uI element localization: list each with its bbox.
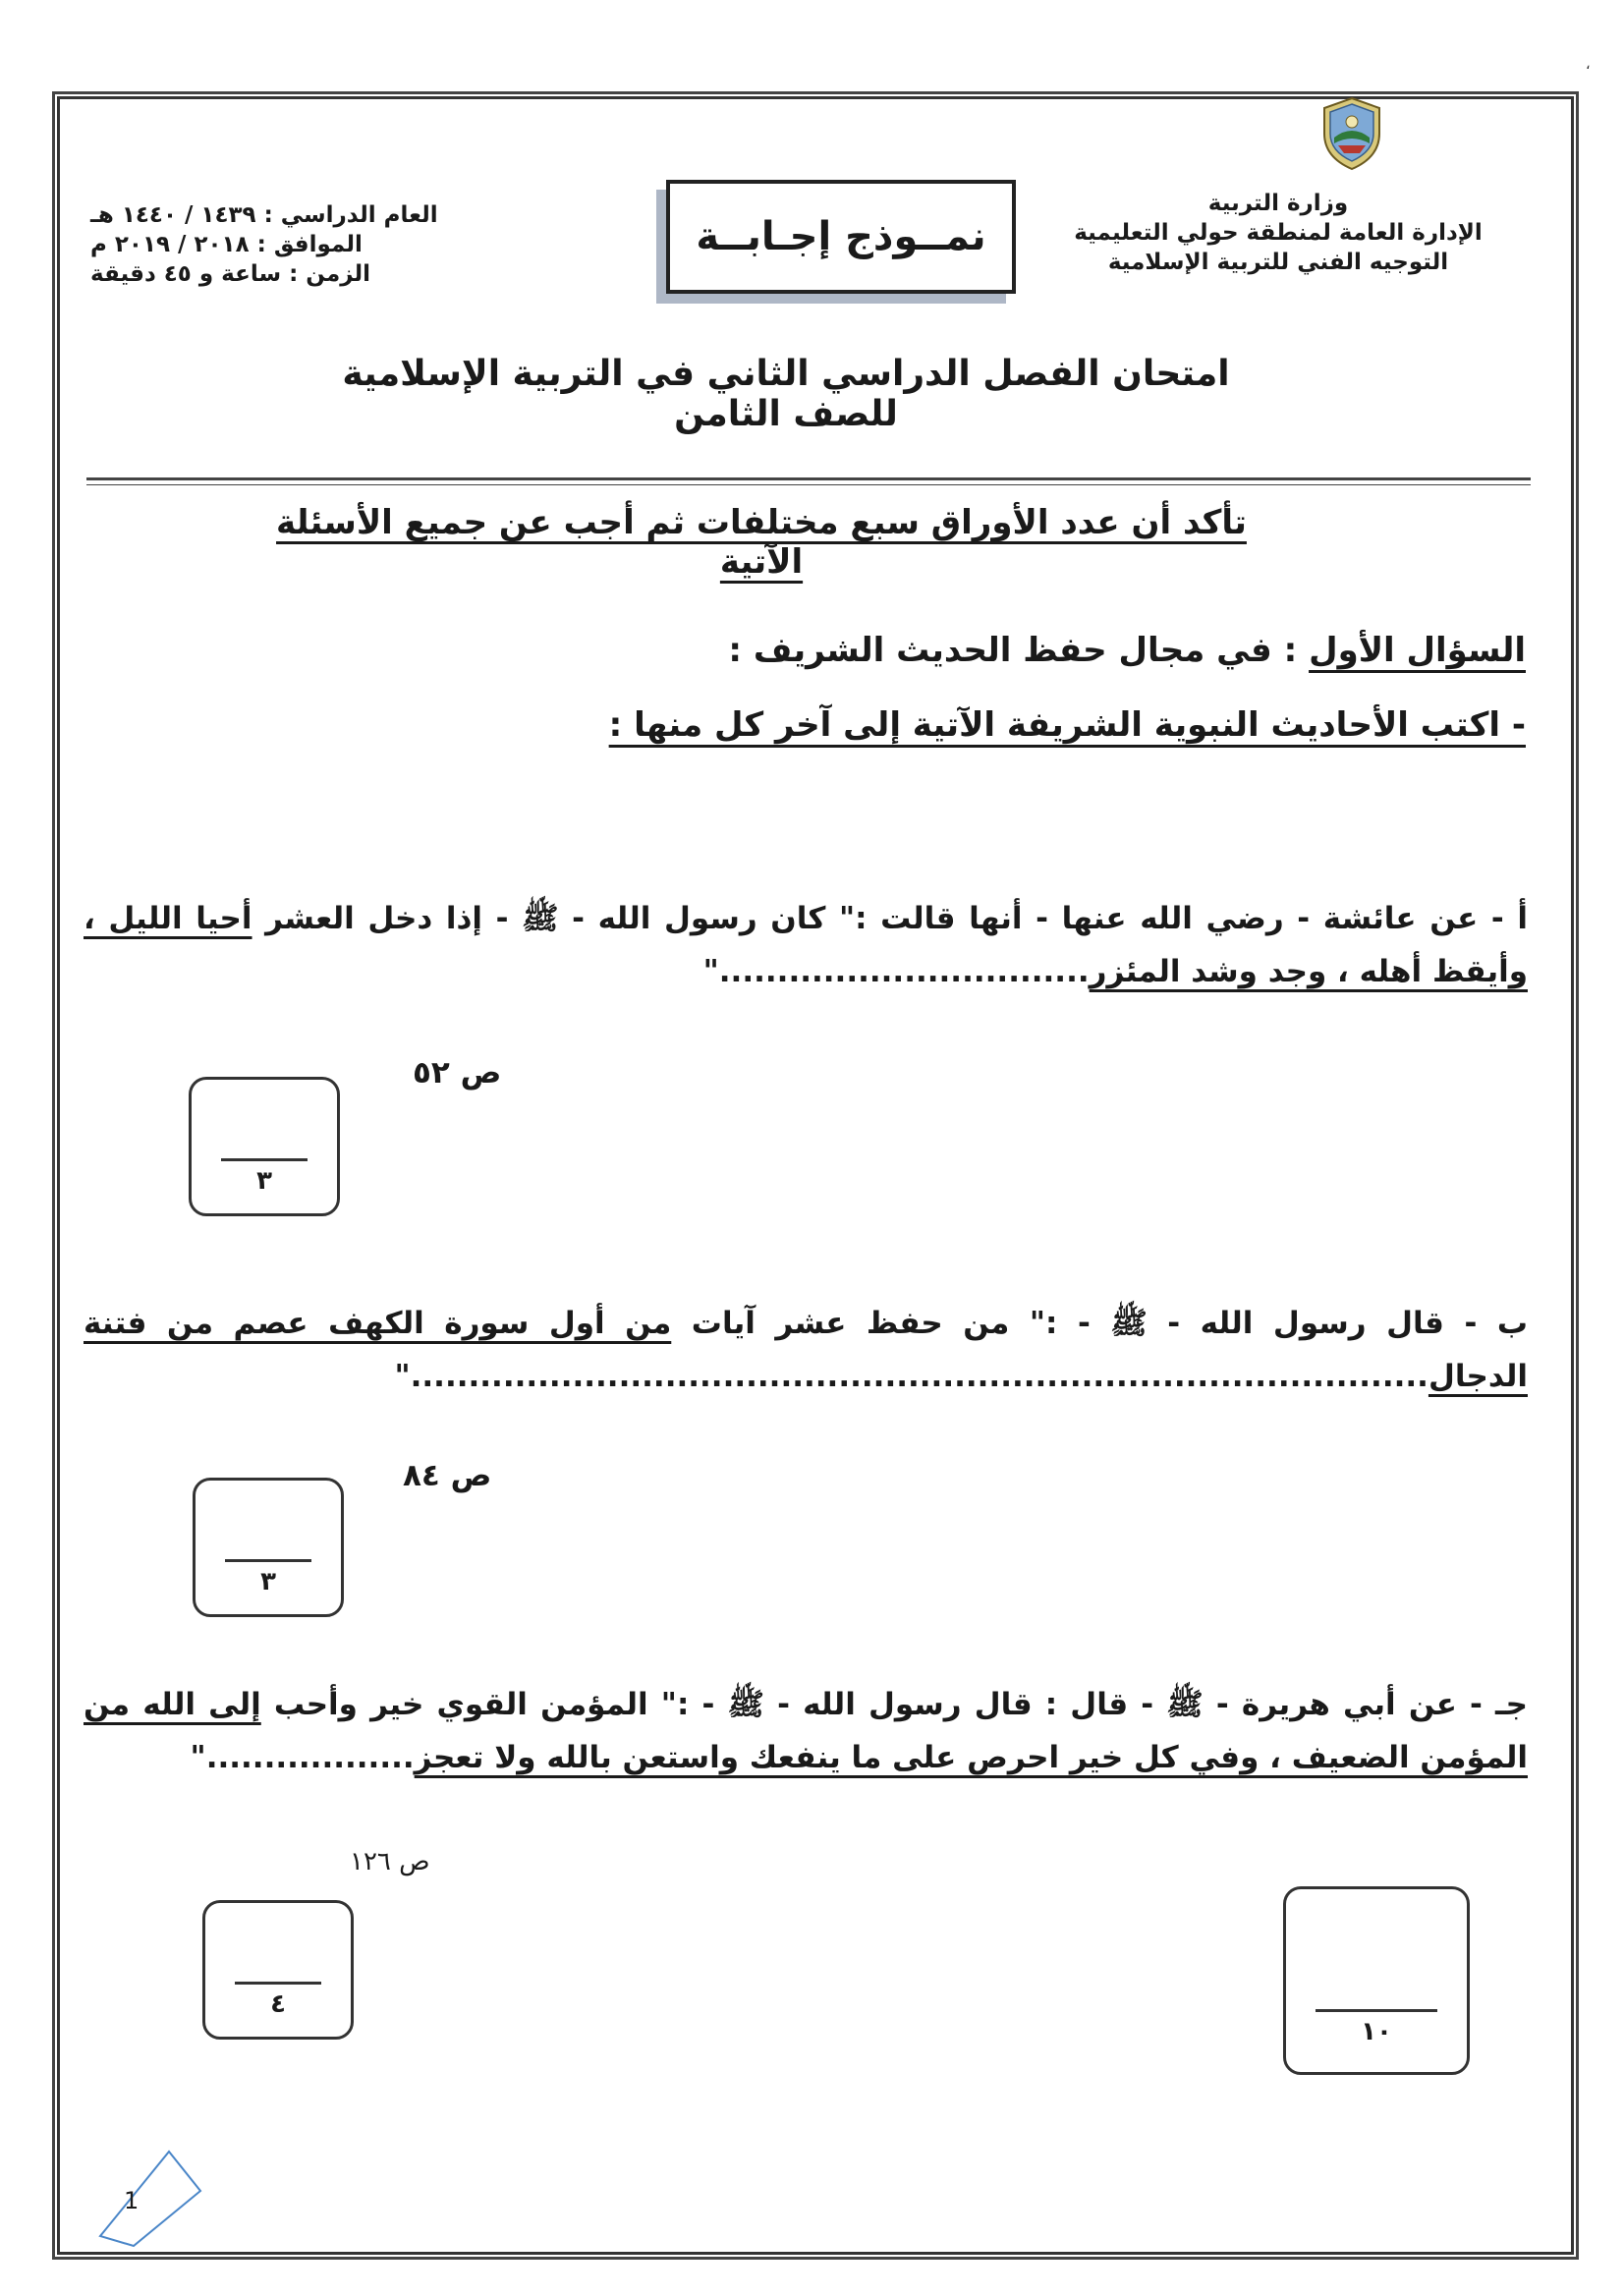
hadith-c-prompt: جـ - عن أبي هريرة - ﷺ - قال : قال رسول الله - ﷺ - :" المؤمن القوي خير وأحب [260,1687,1528,1722]
score-a: ٣ [256,1166,272,1196]
hadith-b-dots: ........................................................................................ [410,1359,1428,1394]
hadith-a-answer: أحيا الليل ، وأيقظ أهله ، وجد وشد المئزر [84,901,1528,989]
total-score-box [1283,1886,1470,2075]
question-1-heading [249,631,1526,670]
page-number-diamond [79,2132,216,2250]
score-line-c [235,1982,321,1985]
score-box-b [193,1478,344,1617]
separator-line-thin [86,484,1531,485]
hadith-c-close: " [190,1740,206,1775]
page-ref-c: ص ١٢٦ [350,1847,430,1876]
ministry-header [1033,189,1524,277]
instruction-text: تأكد أن عدد الأوراق سبع مختلفات ثم أجب عن جميع الأسئلة الآتية [276,503,1247,582]
hadith-a-close: " [702,954,719,989]
page-number: 1 [124,2187,140,2214]
question-1-title-rest: : في مجال حفظ الحديث الشريف : [728,631,1310,670]
hadith-item-c [84,1678,1528,1784]
question-1-subtitle [249,705,1526,745]
academic-year: العام الدراسي : ١٤٣٩ / ١٤٤٠ هـ [90,202,438,228]
corresponding-year: الموافق : ٢٠١٨ / ٢٠١٩ م [90,232,363,257]
hadith-c-answer: إلى الله من المؤمن الضعيف ، وفي كل خير احرص على ما ينفعك واستعن بالله ولا تعجز [84,1687,1528,1775]
total-score: ١٠ [1361,2017,1392,2046]
page-ref-b: ص ٨٤ [403,1458,492,1493]
score-box-a [189,1077,340,1216]
hadith-a-dots: ................................ [718,954,1090,989]
instruction [246,503,1277,582]
total-score-line [1316,2009,1437,2012]
separator-line [86,477,1531,480]
answer-model-box: نمــوذج إجـابــة [666,180,1016,294]
ministry-name: وزارة التربية [1207,191,1349,216]
directorate-name: الإدارة العامة لمنطقة حولي التعليمية [1074,220,1483,246]
score-line-a [221,1158,308,1161]
question-1-subtitle-text: - اكتب الأحاديث النبوية الشريفة الآتية إلى آخر كل منها : [608,705,1526,745]
hadith-b-close: " [394,1359,411,1394]
exam-info-header [90,200,503,289]
exam-title: امتحان الفصل الدراسي الثاني في التربية الإسلامية للصف الثامن [342,354,1230,434]
hadith-c-dots: .................. [205,1740,415,1775]
score-line-b [225,1559,311,1562]
exam-duration: الزمن : ساعة و ٤٥ دقيقة [90,261,371,287]
score-c: ٤ [270,1989,286,2019]
hadith-b-prompt: ب - قال رسول الله - ﷺ - :" من حفظ عشر آيات [671,1306,1528,1341]
hadith-item-b [84,1297,1528,1403]
department-name: التوجيه الفني للتربية الإسلامية [1107,250,1449,275]
hadith-b-answer: من أول سورة الكهف عصم من فتنة الدجال [84,1306,1528,1394]
hadith-a-prompt: أ - عن عائشة - رضي الله عنها - أنها قالت :" كان رسول الله - ﷺ - إذا دخل العشر [252,901,1528,936]
question-1-title: السؤال الأول [1309,631,1526,670]
hadith-item-a [84,892,1528,998]
ministry-logo [1315,94,1389,173]
score-box-c [202,1900,354,2040]
page-ref-a: ص ٥٢ [413,1055,502,1091]
score-b: ٣ [260,1567,276,1596]
corner-mark: ، [1586,57,1591,73]
